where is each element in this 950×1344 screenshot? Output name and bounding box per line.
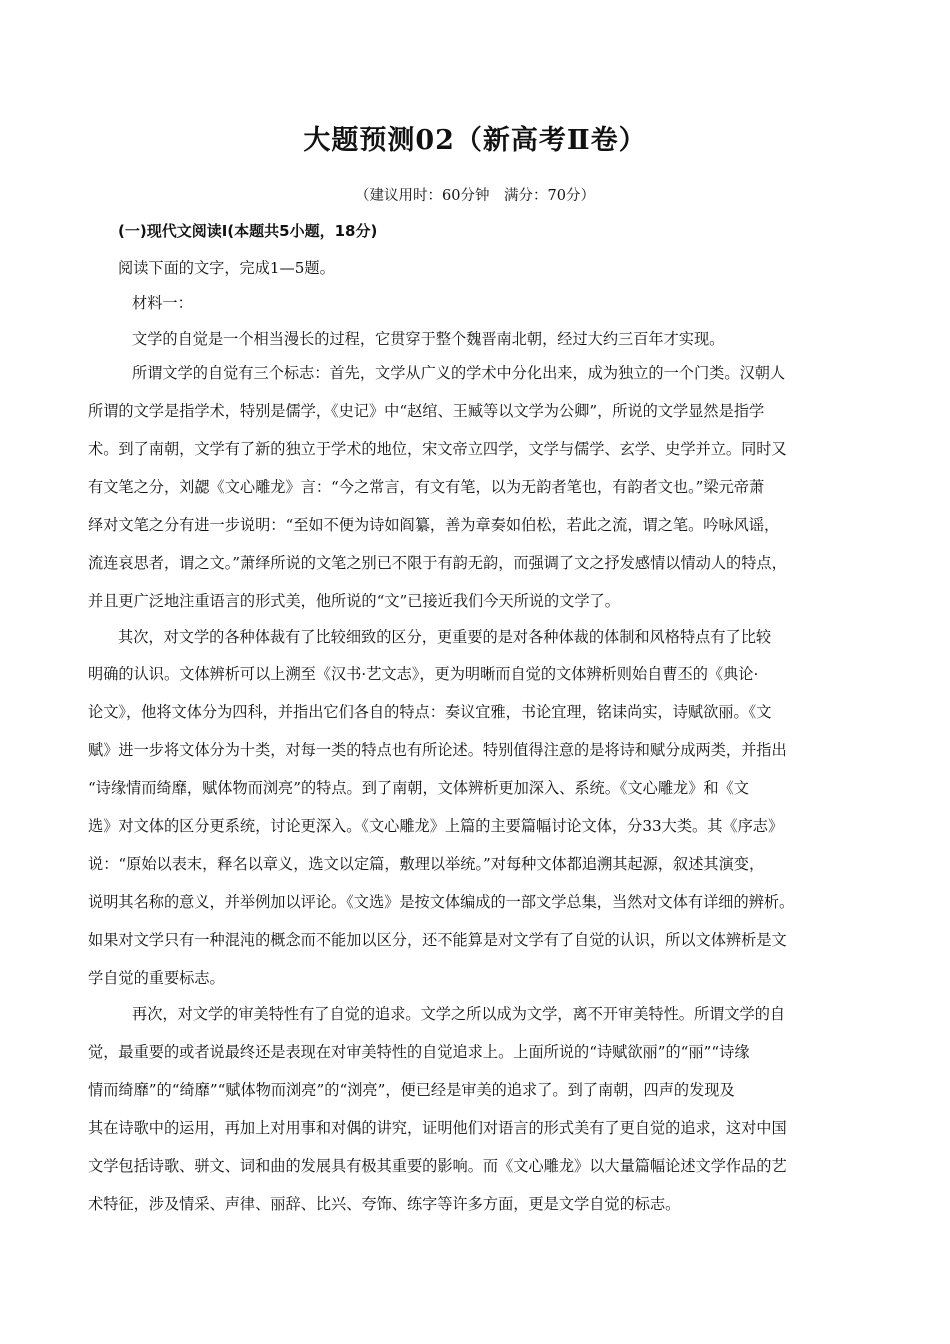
paragraph-line: 所谓的文学是指学术，特别是儒学，《史记》中“赵绾、王臧等以文学为公卿”，所说的文学显然是指学 (88, 402, 765, 420)
paragraph-line: 说明其名称的意义，并举例加以评论。《文选》是按文体编成的一部文学总集，当然对文体有详细的辨析。 (88, 893, 795, 911)
paragraph-line: 说：“原始以表末，释名以章义，选文以定篇，敷理以举统。”对每种文体都追溯其起源，叙述其演变， (88, 855, 765, 873)
paragraph-line: 选》对文体的区分更系统，讨论更深入。《文心雕龙》上篇的主要篇幅讨论文体，分33大类。其《序志》 (88, 817, 784, 835)
paragraph-line: 术。到了南朝，文学有了新的独立于学术的地位，宋文帝立四学，文学与儒学、玄学、史学并立。同时又 (88, 440, 787, 458)
paragraph-line: 术特征，涉及情采、声律、丽辞、比兴、夸饰、练字等许多方面，更是文学自觉的标志。 (88, 1195, 681, 1213)
time-score-note: （建议用时：60分钟 满分：70分） (355, 188, 595, 204)
paragraph-line: 文学的自觉是一个相当漫长的过程，它贯穿于整个魏晋南北朝，经过大约三百年才实现。 (132, 330, 725, 348)
paragraph-line: 论文》，他将文体分为四科，并指出它们各自的特点：奏议宜雅，书论宜理，铭诔尚实，诗赋欲丽。《文 (88, 703, 772, 721)
paragraph-line: 再次，对文学的审美特性有了自觉的追求。文学之所以成为文学，离不开审美特性。所谓文学的自 (132, 1005, 786, 1023)
instruction-text: 阅读下面的文字，完成1—5题。 (118, 259, 335, 277)
paragraph-line: 并且更广泛地注重语言的形式美，他所说的“文”已接近我们今天所说的文学了。 (88, 592, 620, 610)
paragraph-line: 流连哀思者，谓之文。”萧绎所说的文笔之别已不限于有韵无韵，而强调了文之抒发感情以情动人的特点， (88, 554, 787, 572)
paragraph-line: 如果对文学只有一种混沌的概念而不能加以区分，还不能算是对文学有了自觉的认识，所以文体辨析是文 (88, 931, 787, 949)
paragraph-line: 所谓文学的自觉有三个标志：首先，文学从广义的学术中分化出来，成为独立的一个门类。汉朝人 (132, 364, 786, 382)
paragraph-line: “诗缘情而绮靡，赋体物而浏亮”的特点。到了南朝，文体辨析更加深入、系统。《文心雕龙》和《文 (88, 779, 749, 797)
paragraph-line: 有文笔之分，刘勰《文心雕龙》言：“今之常言，有文有笔，以为无韵者笔也，有韵者文也。”梁元帝萧 (88, 478, 765, 496)
paragraph-line: 觉，最重要的或者说最终还是表现在对审美特性的自觉追求上。上面所说的“诗赋欲丽”的“丽”“诗缘 (88, 1043, 750, 1061)
material-label: 材料一： (132, 294, 193, 312)
paragraph-line: 绎对文笔之分有进一步说明：“至如不便为诗如阎纂，善为章奏如伯松，若此之流，谓之笔。吟咏风谣， (88, 516, 780, 534)
section-heading: (一)现代文阅读Ⅰ(本题共5小题，18分) (118, 222, 378, 240)
paragraph-line: 学自觉的重要标志。 (88, 969, 225, 987)
paragraph-line: 赋》进一步将文体分为十类，对每一类的特点也有所论述。特别值得注意的是将诗和赋分成两类，并指出 (88, 741, 787, 759)
paragraph-line: 明确的认识。文体辨析可以上溯至《汉书·艺文志》，更为明晰而自觉的文体辨析则始自曹丕的《典论· (88, 665, 759, 683)
page-title: 大题预测02（新高考Ⅱ卷） (303, 125, 647, 156)
paragraph-line: 情而绮靡”的“绮靡”“赋体物而浏亮”的“浏亮”，便已经是审美的追求了。到了南朝，四声的发现及 (88, 1081, 735, 1099)
paragraph-line: 文学包括诗歌、骈文、词和曲的发展具有极其重要的影响。而《文心雕龙》以大量篇幅论述文学作品的艺 (88, 1157, 787, 1175)
paragraph-line: 其次，对文学的各种体裁有了比较细致的区分，更重要的是对各种体裁的体制和风格特点有了比较 (118, 628, 772, 646)
paragraph-line: 其在诗歌中的运用，再加上对用事和对偶的讲究，证明他们对语言的形式美有了更自觉的追求，这对中国 (88, 1119, 787, 1137)
